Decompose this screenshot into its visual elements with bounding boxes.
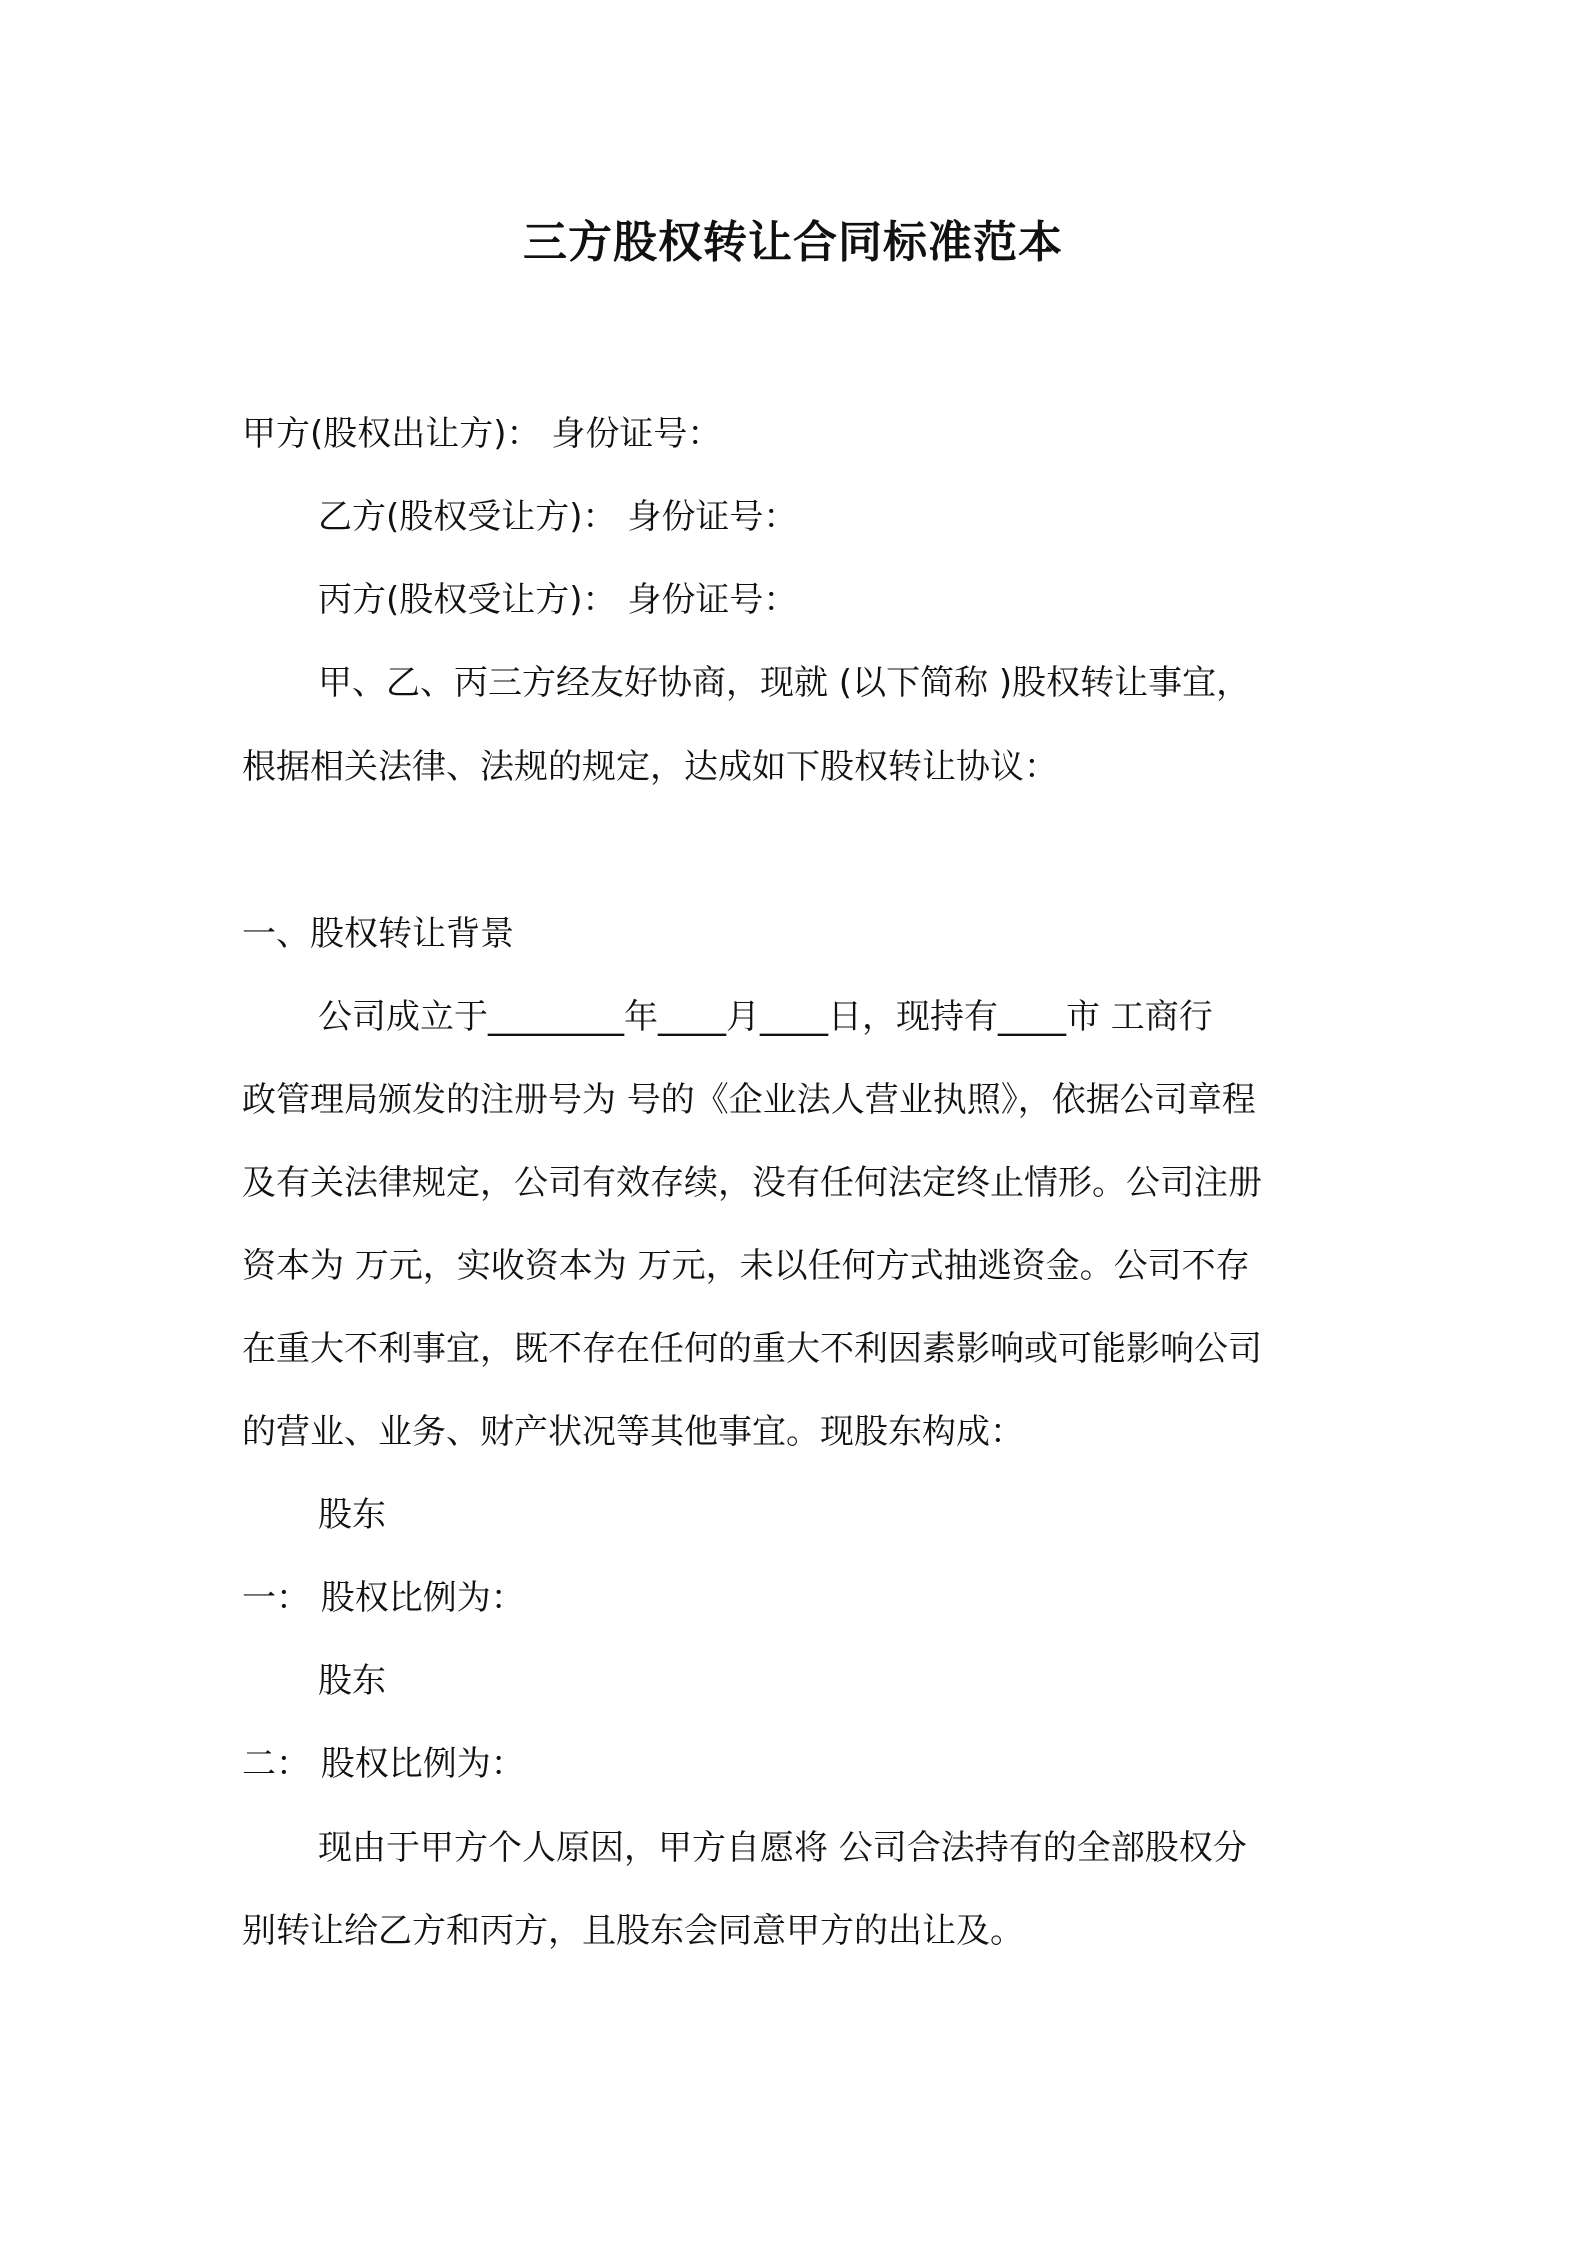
- party-a-line: 甲方(股权出让方)： 身份证号：: [242, 414, 722, 454]
- section-heading-background: 一、股权转让背景: [242, 914, 514, 954]
- background-paragraph-line-5: 在重大不利事宜，既不存在任何的重大不利因素影响或可能影响公司: [242, 1329, 1262, 1369]
- background-paragraph-line-2: 政管理局颁发的注册号为 号的《企业法人营业执照》，依据公司章程: [242, 1080, 1256, 1120]
- transfer-paragraph-line-2: 别转让给乙方和丙方，且股东会同意甲方的出让及。: [242, 1911, 1024, 1951]
- party-c-line: 丙方(股权受让方)： 身份证号：: [318, 580, 798, 620]
- shareholder-label-2: 股东: [318, 1661, 386, 1701]
- background-paragraph-line-4: 资本为 万元，实收资本为 万元，未以任何方式抽逃资金。公司不存: [242, 1246, 1250, 1286]
- intro-paragraph-line-2: 根据相关法律、法规的规定，达成如下股权转让协议：: [242, 747, 1058, 787]
- shareholder-ratio-2: 二： 股权比例为：: [242, 1744, 525, 1784]
- background-paragraph-line-6: 的营业、业务、财产状况等其他事宜。现股东构成：: [242, 1412, 1024, 1452]
- intro-paragraph-line-1: 甲、乙、丙三方经友好协商，现就 (以下简称 )股权转让事宜，: [318, 663, 1251, 703]
- transfer-paragraph-line-1: 现由于甲方个人原因，甲方自愿将 公司合法持有的全部股权分: [318, 1828, 1247, 1868]
- party-b-line: 乙方(股权受让方)： 身份证号：: [318, 497, 798, 537]
- shareholder-ratio-1: 一： 股权比例为：: [242, 1578, 525, 1618]
- background-paragraph-line-1: 公司成立于________年____月____日，现持有____市 工商行: [318, 997, 1213, 1037]
- background-paragraph-line-3: 及有关法律规定，公司有效存续，没有任何法定终止情形。公司注册: [242, 1163, 1262, 1203]
- shareholder-label-1: 股东: [318, 1495, 386, 1535]
- document-title: 三方股权转让合同标准范本: [523, 217, 1063, 268]
